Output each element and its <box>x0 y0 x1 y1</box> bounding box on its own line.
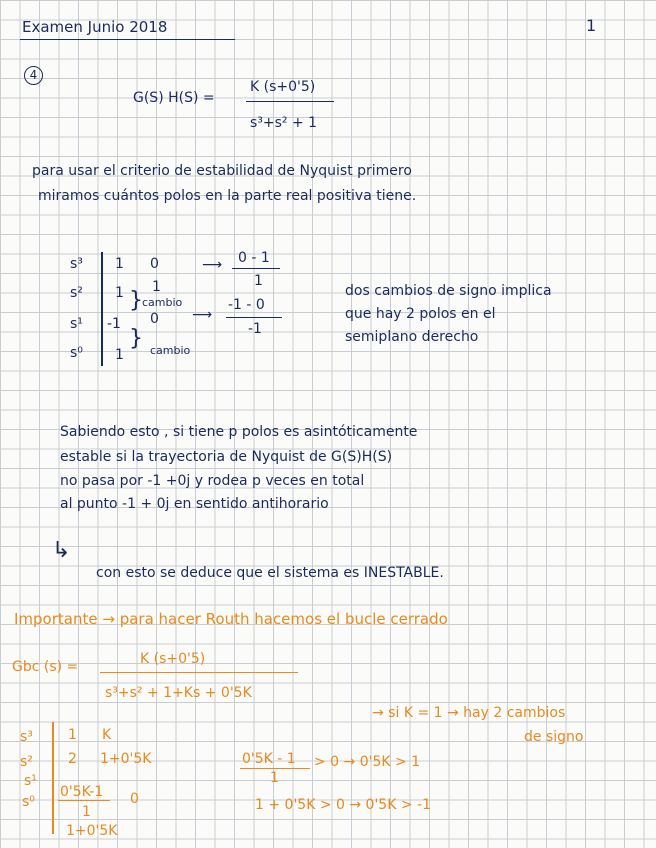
routh2-power: s³ <box>20 729 33 745</box>
routh2-note-line-1: → si K = 1 → hay 2 cambios <box>372 705 566 721</box>
calc1-numerator: 0 - 1 <box>238 250 270 266</box>
routh2-cell: 1+0'5K <box>100 751 152 767</box>
routh2-power: s² <box>20 754 33 770</box>
routh1-cell: -1 <box>107 316 121 332</box>
gbc-denominator: s³+s² + 1+Ks + 0'5K <box>105 685 252 701</box>
routh2-divider <box>52 722 54 834</box>
nyquist-line-1: Sabiendo esto , si tiene p polos es asintóticamente <box>60 424 418 440</box>
routh1-cell: 1 <box>152 279 161 295</box>
cambio-label-1: cambio <box>142 296 183 309</box>
tf-lhs: G(S) H(S) = <box>133 90 215 106</box>
page-number: 1 <box>586 16 597 35</box>
cambio-label-2: cambio <box>150 344 191 357</box>
ineq1-numerator: 0'5K - 1 <box>242 751 296 767</box>
ineq1-rest: > 0 → 0'5K > 1 <box>314 754 421 770</box>
tf-denominator: s³+s² + 1 <box>250 115 318 131</box>
calc2-numerator: -1 - 0 <box>228 297 265 313</box>
calc2-arrow: ⟶ <box>192 307 213 323</box>
routh1-note-line-1: dos cambios de signo implica <box>345 283 552 299</box>
routh2-power: s⁰ <box>22 794 35 810</box>
routh2-cell: 2 <box>68 751 77 767</box>
routh1-cell: 1 <box>115 285 124 301</box>
calc2-fraction-bar <box>226 317 282 318</box>
routh2-note-line-2: de signo <box>524 729 584 745</box>
conclusion-arrow: ↳ <box>52 538 71 563</box>
routh2-cell: 1+0'5K <box>66 823 118 839</box>
title-underline <box>20 39 235 40</box>
routh2-cell: 0 <box>130 791 139 807</box>
gbc-lhs: Gbc (s) = <box>12 659 79 675</box>
gbc-fraction-bar <box>100 672 298 673</box>
routh2-cell-fraction-bar <box>58 800 110 801</box>
calc1-denominator: 1 <box>254 273 263 289</box>
routh1-power: s⁰ <box>70 345 83 361</box>
routh1-cell: 0 <box>150 311 159 327</box>
tf-fraction-bar <box>246 101 334 102</box>
routh2-cell: K <box>102 727 112 743</box>
intro-line-1: para usar el criterio de estabilidad de Nyquist primero <box>32 163 412 179</box>
calc1-fraction-bar <box>232 268 280 269</box>
routh1-cell: 1 <box>115 256 124 272</box>
ineq2: 1 + 0'5K > 0 → 0'5K > -1 <box>255 797 431 813</box>
intro-line-2: miramos cuántos polos en la parte real positiva tiene. <box>38 188 417 204</box>
routh1-power: s³ <box>70 256 83 272</box>
nyquist-line-4: al punto -1 + 0j en sentido antihorario <box>60 496 329 512</box>
conclusion-text: con esto se deduce que el sistema es INESTABLE. <box>96 565 444 581</box>
nyquist-line-2: estable si la trayectoria de Nyquist de G(S)H(S) <box>60 449 393 465</box>
important-note: Importante → para hacer Routh hacemos el bucle cerrado <box>14 610 448 628</box>
ineq1-denominator: 1 <box>270 770 279 786</box>
tf-numerator: K (s+0'5) <box>250 79 316 95</box>
calc2-denominator: -1 <box>248 321 262 337</box>
page-title: Examen Junio 2018 <box>22 18 168 36</box>
routh1-cell: 1 <box>115 347 124 363</box>
routh2-cell-denominator: 1 <box>82 804 91 820</box>
routh2-cell-numerator: 0'5K-1 <box>60 784 104 800</box>
cambio-brace-1: } <box>129 288 143 313</box>
routh1-power: s² <box>70 285 83 301</box>
routh1-divider <box>101 252 103 366</box>
calc1-arrow: ⟶ <box>202 257 223 273</box>
routh1-power: s¹ <box>70 316 83 332</box>
routh1-note-line-2: que hay 2 polos en el <box>345 306 496 322</box>
nyquist-line-3: no pasa por -1 +0j y rodea p veces en total <box>60 473 365 489</box>
routh2-power: s¹ <box>24 773 37 789</box>
gbc-numerator: K (s+0'5) <box>140 651 206 667</box>
routh1-note-line-3: semiplano derecho <box>345 329 479 345</box>
routh1-cell: 0 <box>150 256 159 272</box>
problem-number: 4 <box>24 66 43 85</box>
cambio-brace-2: } <box>129 326 143 351</box>
routh2-cell: 1 <box>68 727 77 743</box>
